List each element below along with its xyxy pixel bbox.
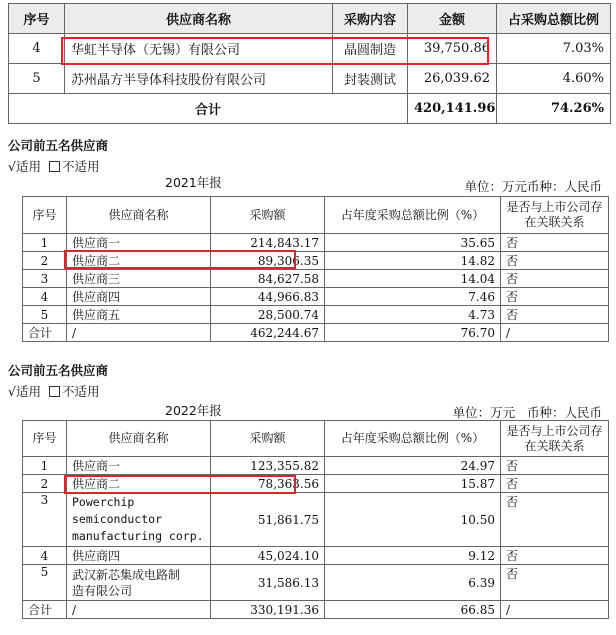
row-amount: 51,861.75 <box>211 493 325 547</box>
total-name: / <box>67 324 211 342</box>
row-name: 供应商一 <box>67 234 211 252</box>
row-related: 否 <box>501 234 609 252</box>
row-ratio: 9.12 <box>325 547 501 565</box>
row-name: 供应商一 <box>67 457 211 475</box>
row-name: 供应商二 <box>67 252 211 270</box>
table-header-row <box>9 4 611 34</box>
row-no: 1 <box>23 234 67 252</box>
row-amount: 45,024.10 <box>211 547 325 565</box>
row-ratio: 6.39 <box>325 565 501 601</box>
row-content: 晶圆制造 <box>333 34 408 64</box>
row-related: 否 <box>501 270 609 288</box>
row-name-line: 造有限公司 <box>72 583 133 598</box>
row-amount: 39,750.86 <box>408 34 497 64</box>
row-ratio: 10.50 <box>325 493 501 547</box>
total-ratio: 76.70 <box>325 324 501 342</box>
row-no: 3 <box>23 270 67 288</box>
row-related: 否 <box>501 457 609 475</box>
unit-label-2022: 单位：万元 币种：人民币 <box>452 405 602 420</box>
row-no: 5 <box>23 306 67 324</box>
section-title-2022: 公司前五名供应商 <box>8 363 109 378</box>
row-no: 5 <box>23 565 67 601</box>
row-name: 华虹半导体（无锡）有限公司 <box>65 34 333 64</box>
col-header-ratio: 占采购总额比例 <box>497 4 611 34</box>
table-total-row <box>23 601 609 619</box>
table-total-row <box>23 324 609 342</box>
total-related: / <box>501 324 609 342</box>
supplier-table-2022 <box>22 420 609 619</box>
table-total-row <box>9 94 611 124</box>
row-name-line: manufacturing corp. <box>72 529 204 543</box>
highlight-box <box>61 37 489 65</box>
row-name <box>67 565 211 601</box>
col-header-name: 供应商名称 <box>67 197 211 234</box>
table-row <box>23 493 609 547</box>
row-amount: 84,627.58 <box>211 270 325 288</box>
row-ratio: 7.46 <box>325 288 501 306</box>
row-no: 5 <box>9 64 65 94</box>
row-amount: 123,355.82 <box>211 457 325 475</box>
total-label: 合计 <box>23 324 67 342</box>
col-header-amount: 采购额 <box>211 197 325 234</box>
col-header-related: 是否与上市公司存在关联关系 <box>501 197 609 234</box>
year-label-2022: 2022年报 <box>165 403 222 418</box>
total-ratio: 74.26% <box>497 94 611 124</box>
row-no: 1 <box>23 457 67 475</box>
not-applicable-label: 不适用 <box>61 384 100 399</box>
total-amount: 462,244.67 <box>211 324 325 342</box>
row-ratio: 4.60% <box>497 64 611 94</box>
row-ratio: 7.03% <box>497 34 611 64</box>
row-ratio: 24.97 <box>325 457 501 475</box>
row-name: 供应商二 <box>67 475 211 493</box>
table-row <box>23 457 609 475</box>
table-row <box>23 288 609 306</box>
row-related: 否 <box>501 565 609 601</box>
total-amount: 330,191.36 <box>211 601 325 619</box>
row-name <box>67 493 211 547</box>
col-header-name: 供应商名称 <box>67 421 211 457</box>
table-header-row <box>23 421 609 457</box>
col-header-amount: 采购额 <box>211 421 325 457</box>
col-header-ratio: 占年度采购总额比例（%） <box>325 421 501 457</box>
row-name: 供应商四 <box>67 288 211 306</box>
row-related: 否 <box>501 475 609 493</box>
row-ratio: 4.73 <box>325 306 501 324</box>
row-amount: 44,966.83 <box>211 288 325 306</box>
total-ratio: 66.85 <box>325 601 501 619</box>
row-name: 苏州晶方半导体科技股份有限公司 <box>65 64 333 94</box>
row-related: 否 <box>501 547 609 565</box>
row-name-line: Powerchip <box>72 495 135 509</box>
total-label: 合计 <box>23 601 67 619</box>
row-related: 否 <box>501 252 609 270</box>
row-amount: 214,843.17 <box>211 234 325 252</box>
row-no: 2 <box>23 252 67 270</box>
table-row <box>23 547 609 565</box>
row-no: 3 <box>23 493 67 547</box>
row-ratio: 15.87 <box>325 475 501 493</box>
row-amount: 31,586.13 <box>211 565 325 601</box>
applicable-checked: √适用 <box>8 384 41 399</box>
table-row <box>23 565 609 601</box>
row-name: 供应商三 <box>67 270 211 288</box>
total-name: / <box>67 601 211 619</box>
row-no: 4 <box>23 547 67 565</box>
checkbox-icon <box>49 161 60 172</box>
row-no: 4 <box>23 288 67 306</box>
col-header-no: 序号 <box>23 197 67 234</box>
applicable-options-2021 <box>8 157 99 175</box>
table-row <box>23 234 609 252</box>
applicable-checked: √适用 <box>8 159 41 174</box>
col-header-content: 采购内容 <box>333 4 408 34</box>
row-related: 否 <box>501 493 609 547</box>
unit-label-2021: 单位：万元币种：人民币 <box>464 179 602 194</box>
row-amount: 28,500.74 <box>211 306 325 324</box>
highlight-box <box>64 475 296 494</box>
total-label: 合计 <box>9 94 408 124</box>
row-amount: 89,306.35 <box>211 252 325 270</box>
table-row <box>9 64 611 94</box>
row-ratio: 14.82 <box>325 252 501 270</box>
col-header-name: 供应商名称 <box>65 4 333 34</box>
total-amount: 420,141.96 <box>408 94 497 124</box>
col-header-no: 序号 <box>9 4 65 34</box>
row-content: 封装测试 <box>333 64 408 94</box>
row-name: 供应商五 <box>67 306 211 324</box>
row-ratio: 35.65 <box>325 234 501 252</box>
table-header-row <box>23 197 609 234</box>
col-header-amount: 金额 <box>408 4 497 34</box>
supplier-table-2021 <box>22 196 609 342</box>
checkbox-icon <box>49 386 60 397</box>
row-name-line: semiconductor <box>72 512 163 526</box>
table-row <box>23 270 609 288</box>
col-header-no: 序号 <box>23 421 67 457</box>
highlight-box <box>64 250 296 269</box>
row-amount: 78,363.56 <box>211 475 325 493</box>
not-applicable-label: 不适用 <box>61 159 100 174</box>
applicable-options-2022 <box>8 382 99 400</box>
table-row <box>23 306 609 324</box>
row-ratio: 14.04 <box>325 270 501 288</box>
col-header-ratio: 占年度采购总额比例（%） <box>325 197 501 234</box>
row-no: 4 <box>9 34 65 64</box>
section-title-2021: 公司前五名供应商 <box>8 138 109 153</box>
row-related: 否 <box>501 306 609 324</box>
row-name: 供应商四 <box>67 547 211 565</box>
row-related: 否 <box>501 288 609 306</box>
total-related: / <box>501 601 609 619</box>
row-no: 2 <box>23 475 67 493</box>
year-label-2021: 2021年报 <box>165 175 222 190</box>
row-amount: 26,039.62 <box>408 64 497 94</box>
row-name-line: 武汉新芯集成电路制 <box>72 567 181 582</box>
col-header-related: 是否与上市公司存在关联关系 <box>501 421 609 457</box>
